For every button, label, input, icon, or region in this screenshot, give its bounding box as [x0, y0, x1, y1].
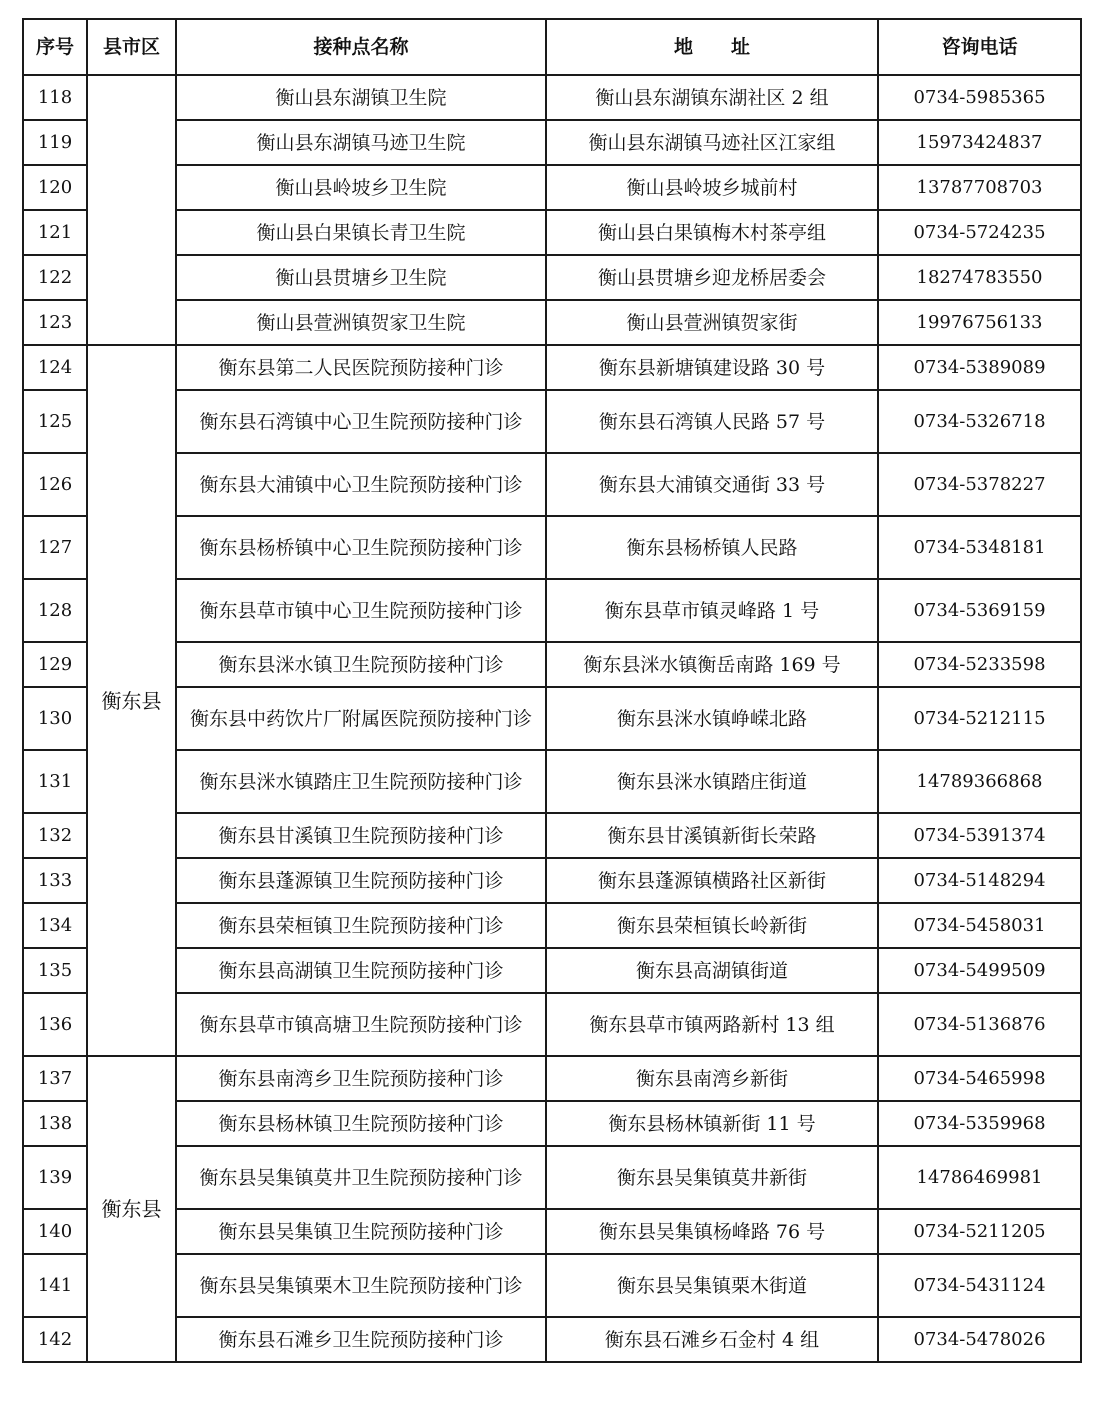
row-seq: 135 — [23, 948, 87, 993]
row-site-name: 衡东县吴集镇卫生院预防接种门诊 — [176, 1209, 546, 1254]
row-address: 衡山县岭坡乡城前村 — [546, 165, 878, 210]
county-cell — [87, 75, 176, 345]
row-phone: 14786469981 — [878, 1146, 1081, 1209]
row-seq: 132 — [23, 813, 87, 858]
row-address: 衡山县东湖镇东湖社区 2 组 — [546, 75, 878, 120]
row-site-name: 衡山县岭坡乡卫生院 — [176, 165, 546, 210]
row-address: 衡东县石湾镇人民路 57 号 — [546, 390, 878, 453]
header-address: 地 址 — [546, 19, 878, 75]
table-row — [23, 300, 1081, 345]
row-site-name: 衡东县石滩乡卫生院预防接种门诊 — [176, 1317, 546, 1362]
row-address: 衡东县新塘镇建设路 30 号 — [546, 345, 878, 390]
row-seq: 140 — [23, 1209, 87, 1254]
table-row — [23, 642, 1081, 687]
row-site-name: 衡东县荣桓镇卫生院预防接种门诊 — [176, 903, 546, 948]
row-seq: 124 — [23, 345, 87, 390]
row-site-name: 衡东县洣水镇卫生院预防接种门诊 — [176, 642, 546, 687]
table-row — [23, 1317, 1081, 1362]
row-site-name: 衡东县吴集镇莫井卫生院预防接种门诊 — [176, 1146, 546, 1209]
row-seq: 139 — [23, 1146, 87, 1209]
row-seq: 127 — [23, 516, 87, 579]
row-phone: 0734-5148294 — [878, 858, 1081, 903]
table-row — [23, 75, 1081, 120]
row-seq: 126 — [23, 453, 87, 516]
row-site-name: 衡东县草市镇高塘卫生院预防接种门诊 — [176, 993, 546, 1056]
row-seq: 123 — [23, 300, 87, 345]
row-phone: 0734-5233598 — [878, 642, 1081, 687]
table-row — [23, 993, 1081, 1056]
row-site-name: 衡山县白果镇长青卫生院 — [176, 210, 546, 255]
row-phone: 0734-5326718 — [878, 390, 1081, 453]
row-phone: 0734-5465998 — [878, 1056, 1081, 1101]
row-phone: 0734-5369159 — [878, 579, 1081, 642]
row-phone: 0734-5348181 — [878, 516, 1081, 579]
row-phone: 0734-5724235 — [878, 210, 1081, 255]
table-row — [23, 165, 1081, 210]
row-address: 衡东县洣水镇踏庄街道 — [546, 750, 878, 813]
table-row — [23, 255, 1081, 300]
row-address: 衡山县白果镇梅木村茶亭组 — [546, 210, 878, 255]
row-site-name: 衡东县第二人民医院预防接种门诊 — [176, 345, 546, 390]
table-row — [23, 858, 1081, 903]
table-row — [23, 1056, 1081, 1101]
row-address: 衡东县甘溪镇新街长荣路 — [546, 813, 878, 858]
table-row — [23, 345, 1081, 390]
row-address: 衡东县吴集镇杨峰路 76 号 — [546, 1209, 878, 1254]
table-row — [23, 579, 1081, 642]
row-address: 衡东县洣水镇衡岳南路 169 号 — [546, 642, 878, 687]
row-seq: 122 — [23, 255, 87, 300]
row-phone: 0734-5985365 — [878, 75, 1081, 120]
row-phone: 0734-5458031 — [878, 903, 1081, 948]
row-address: 衡东县洣水镇峥嵘北路 — [546, 687, 878, 750]
row-phone: 0734-5359968 — [878, 1101, 1081, 1146]
header-seq: 序号 — [23, 19, 87, 75]
table-row — [23, 453, 1081, 516]
row-site-name: 衡山县东湖镇卫生院 — [176, 75, 546, 120]
row-site-name: 衡东县杨林镇卫生院预防接种门诊 — [176, 1101, 546, 1146]
row-seq: 129 — [23, 642, 87, 687]
table-row — [23, 1146, 1081, 1209]
table-body — [23, 75, 1081, 1362]
row-address: 衡东县吴集镇栗木街道 — [546, 1254, 878, 1317]
row-site-name: 衡山县东湖镇马迹卫生院 — [176, 120, 546, 165]
row-seq: 128 — [23, 579, 87, 642]
table-row — [23, 1254, 1081, 1317]
header-site-name: 接种点名称 — [176, 19, 546, 75]
row-site-name: 衡东县吴集镇栗木卫生院预防接种门诊 — [176, 1254, 546, 1317]
row-site-name: 衡东县中药饮片厂附属医院预防接种门诊 — [176, 687, 546, 750]
header-county: 县市区 — [87, 19, 176, 75]
row-address: 衡东县石滩乡石金村 4 组 — [546, 1317, 878, 1362]
table-row — [23, 750, 1081, 813]
row-phone: 0734-5391374 — [878, 813, 1081, 858]
row-site-name: 衡东县洣水镇踏庄卫生院预防接种门诊 — [176, 750, 546, 813]
table-row — [23, 948, 1081, 993]
row-phone: 0734-5478026 — [878, 1317, 1081, 1362]
row-address: 衡东县草市镇两路新村 13 组 — [546, 993, 878, 1056]
row-site-name: 衡东县蓬源镇卫生院预防接种门诊 — [176, 858, 546, 903]
row-phone: 0734-5136876 — [878, 993, 1081, 1056]
row-seq: 133 — [23, 858, 87, 903]
row-site-name: 衡东县高湖镇卫生院预防接种门诊 — [176, 948, 546, 993]
county-cell: 衡东县 — [87, 1056, 176, 1362]
row-site-name: 衡山县贯塘乡卫生院 — [176, 255, 546, 300]
row-seq: 131 — [23, 750, 87, 813]
row-phone: 0734-5499509 — [878, 948, 1081, 993]
row-seq: 130 — [23, 687, 87, 750]
row-phone: 0734-5431124 — [878, 1254, 1081, 1317]
table-row — [23, 210, 1081, 255]
row-phone: 13787708703 — [878, 165, 1081, 210]
row-site-name: 衡东县杨桥镇中心卫生院预防接种门诊 — [176, 516, 546, 579]
table-row — [23, 1209, 1081, 1254]
row-seq: 125 — [23, 390, 87, 453]
row-seq: 138 — [23, 1101, 87, 1146]
row-address: 衡东县大浦镇交通街 33 号 — [546, 453, 878, 516]
row-seq: 119 — [23, 120, 87, 165]
row-seq: 136 — [23, 993, 87, 1056]
table-row — [23, 813, 1081, 858]
row-site-name: 衡东县甘溪镇卫生院预防接种门诊 — [176, 813, 546, 858]
row-site-name: 衡东县石湾镇中心卫生院预防接种门诊 — [176, 390, 546, 453]
row-phone: 14789366868 — [878, 750, 1081, 813]
row-phone: 18274783550 — [878, 255, 1081, 300]
row-address: 衡东县杨桥镇人民路 — [546, 516, 878, 579]
row-site-name: 衡东县草市镇中心卫生院预防接种门诊 — [176, 579, 546, 642]
row-phone: 19976756133 — [878, 300, 1081, 345]
row-address: 衡山县贯塘乡迎龙桥居委会 — [546, 255, 878, 300]
row-seq: 121 — [23, 210, 87, 255]
table-row — [23, 516, 1081, 579]
row-seq: 118 — [23, 75, 87, 120]
row-site-name: 衡东县南湾乡卫生院预防接种门诊 — [176, 1056, 546, 1101]
row-phone: 0734-5378227 — [878, 453, 1081, 516]
table-header-row — [23, 19, 1081, 75]
row-site-name: 衡山县萱洲镇贺家卫生院 — [176, 300, 546, 345]
table-row — [23, 390, 1081, 453]
row-address: 衡山县萱洲镇贺家街 — [546, 300, 878, 345]
row-address: 衡山县东湖镇马迹社区江家组 — [546, 120, 878, 165]
row-seq: 120 — [23, 165, 87, 210]
row-seq: 137 — [23, 1056, 87, 1101]
table-row — [23, 687, 1081, 750]
vaccination-sites-table — [22, 18, 1082, 1363]
row-seq: 141 — [23, 1254, 87, 1317]
header-phone: 咨询电话 — [878, 19, 1081, 75]
row-address: 衡东县蓬源镇横路社区新街 — [546, 858, 878, 903]
row-phone: 15973424837 — [878, 120, 1081, 165]
row-address: 衡东县吴集镇莫井新街 — [546, 1146, 878, 1209]
row-address: 衡东县杨林镇新街 11 号 — [546, 1101, 878, 1146]
county-cell: 衡东县 — [87, 345, 176, 1056]
table-row — [23, 1101, 1081, 1146]
row-address: 衡东县南湾乡新街 — [546, 1056, 878, 1101]
row-seq: 142 — [23, 1317, 87, 1362]
row-phone: 0734-5211205 — [878, 1209, 1081, 1254]
row-address: 衡东县草市镇灵峰路 1 号 — [546, 579, 878, 642]
row-site-name: 衡东县大浦镇中心卫生院预防接种门诊 — [176, 453, 546, 516]
table-row — [23, 120, 1081, 165]
row-seq: 134 — [23, 903, 87, 948]
row-phone: 0734-5389089 — [878, 345, 1081, 390]
table-row — [23, 903, 1081, 948]
row-address: 衡东县荣桓镇长岭新街 — [546, 903, 878, 948]
row-phone: 0734-5212115 — [878, 687, 1081, 750]
row-address: 衡东县高湖镇街道 — [546, 948, 878, 993]
